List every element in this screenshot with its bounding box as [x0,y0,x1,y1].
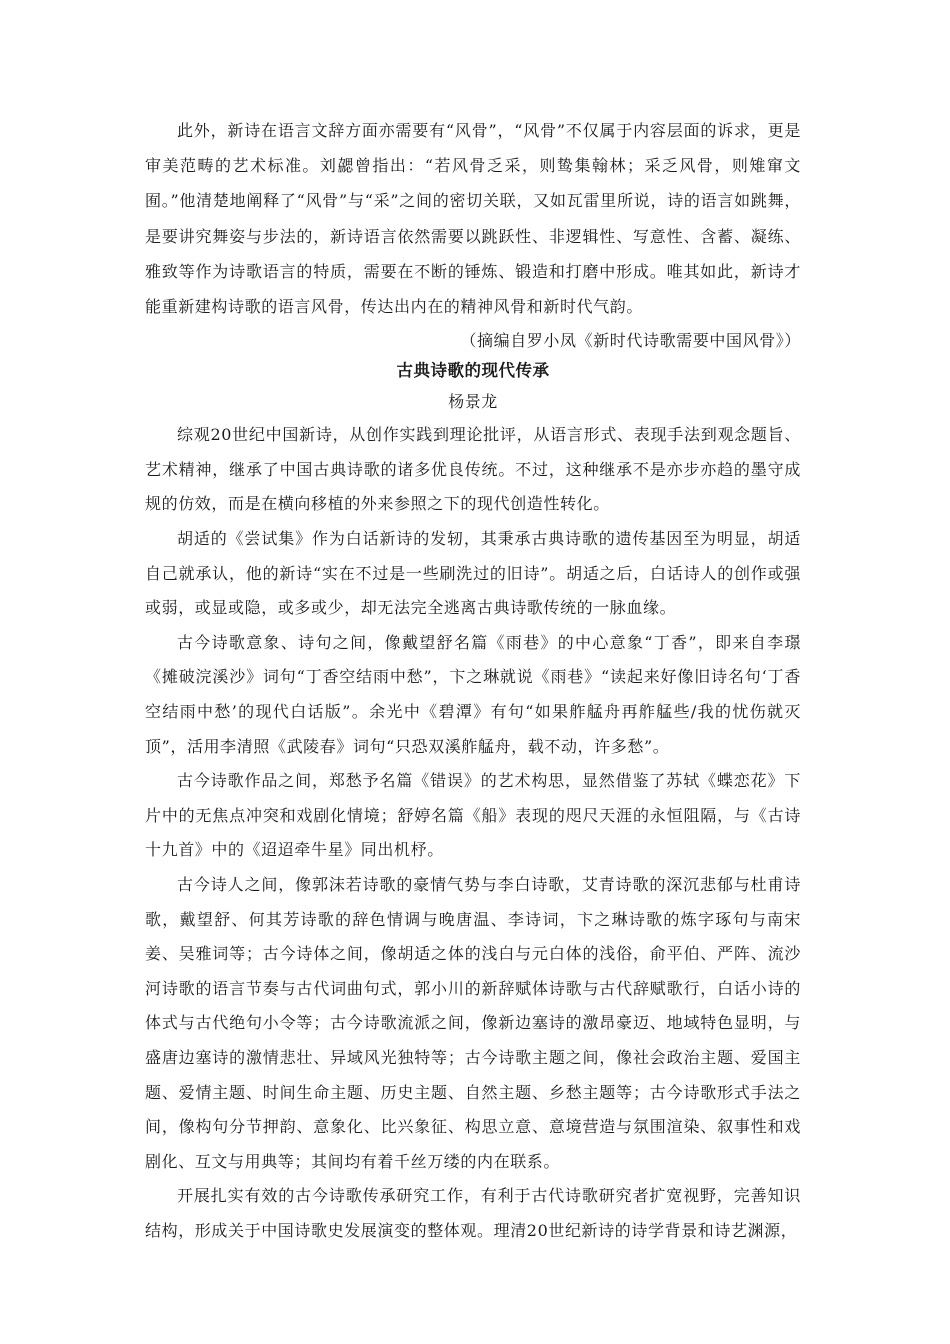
document-page [145,113,801,1248]
article-paragraph-1: 综观20世纪中国新诗，从创作实践到理论批评，从语言形式、表现手法到观念题旨、艺术精神，继承了中国古典诗歌的诸多优良传统。不过，这种继承不是亦步亦趋的墨守成规的仿效，而是在横向移植的外来参照之下的现代创造性转化。 [145,425,801,514]
intro-paragraph: 此外，新诗在语言文辞方面亦需要有“风骨”，“风骨”不仅属于内容层面的诉求，更是审美范畴的艺术标准。刘勰曾指出：“若风骨乏采，则鸷集翰林；采乏风骨，则雉窜文囿。”他清楚地阐释了“风骨”与“采”之间的密切关联，又如瓦雷里所说，诗的语言如跳舞，是要讲究舞姿与步法的，新诗语言依然需要以跳跃性、非逻辑性、写意性、含蓄、凝练、雅致等作为诗歌语言的特质，需要在不断的锤炼、锻造和打磨中形成。唯其如此，新诗才能重新建构诗歌的语言风骨，传达出内在的精神风骨和新时代气韵。 [145,121,801,317]
article-paragraph-5: 古今诗人之间，像郭沫若诗歌的豪情气势与李白诗歌，艾青诗歌的深沉悲郁与杜甫诗歌，戴望舒、何其芳诗歌的辞色情调与晚唐温、李诗词，卞之琳诗歌的炼字琢句与南宋姜、吴雅词等；古今诗体之间，像胡适之体的浅白与元白体的浅俗，俞平伯、严阵、流沙河诗歌的语言节奏与古代词曲句式，郭小川的新辞赋体诗歌与古代辞赋歌行，白话小诗的体式与古代绝句小令等；古今诗歌流派之间，像新边塞诗的激昂豪迈、地域特色显明，与盛唐边塞诗的激情悲壮、异域风光独特等；古今诗歌主题之间，像社会政治主题、爱国主题、爱情主题、时间生命主题、历史主题、自然主题、乡愁主题等；古今诗歌形式手法之间，像构句分节押韵、意象化、比兴象征、构思立意、意境营造与氛围渲染、叙事性和戏剧化、互文与用典等；其间均有着千丝万缕的内在联系。 [145,874,801,1171]
article-paragraph-4: 古今诗歌作品之间，郑愁予名篇《错误》的艺术构思，显然借鉴了苏轼《蝶恋花》下片中的无焦点冲突和戏剧化情境；舒婷名篇《船》表现的咫尺天涯的永恒阻隔，与《古诗十九首》中的《迢迢牵牛星》同出机杼。 [145,771,801,860]
article-paragraph-2: 胡适的《尝试集》作为白话新诗的发轫，其秉承古典诗歌的遗传基因至为明显，胡适自己就承认，他的新诗“实在不过是一些刷洗过的旧诗”。胡适之后，白话诗人的创作或强或弱，或显或隐，或多或少，却无法完全逃离古典诗歌传统的一脉血缘。 [145,529,801,618]
source-note: （摘编自罗小凤《新时代诗歌需要中国风骨》） [460,331,801,351]
article-title: 古典诗歌的现代传承 [396,361,550,381]
article-paragraph-3: 古今诗歌意象、诗句之间，像戴望舒名篇《雨巷》的中心意象“丁香”，即来自李璟《摊破浣溪沙》词句“丁香空结雨中愁”，卞之琳就说《雨巷》“读起来好像旧诗名句‘丁香空结雨中愁’的现代白话版”。余光中《碧潭》有句“如果舴艋舟再舴艋些/我的忧伤就灭顶”，活用李清照《武陵春》词句“只恐双溪舴艋舟，载不动，许多愁”。 [145,632,801,756]
article-author: 杨景龙 [448,392,498,412]
article-paragraph-6: 开展扎实有效的古今诗歌传承研究工作，有利于古代诗歌研究者扩宽视野，完善知识结构，形成关于中国诗歌史发展演变的整体观。理清20世纪新诗的诗学背景和诗艺渊源， [145,1186,801,1240]
